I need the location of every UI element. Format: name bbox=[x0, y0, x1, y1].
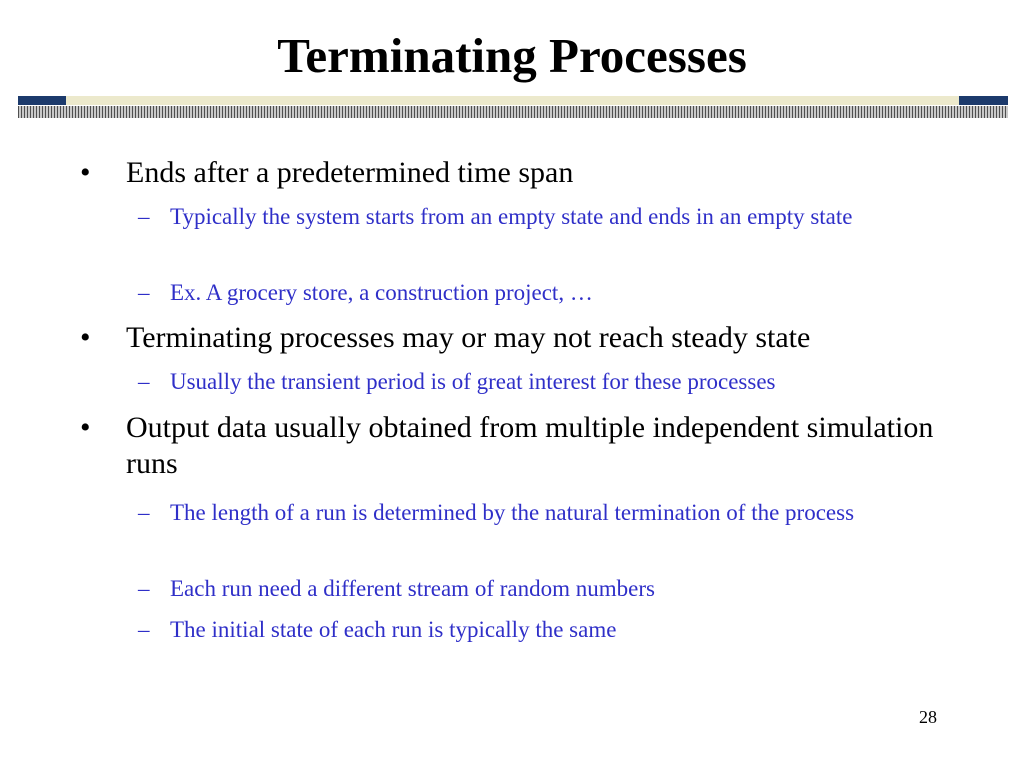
bullet-text: Ends after a predetermined time span bbox=[126, 156, 574, 189]
bullet-marker: • bbox=[80, 321, 91, 354]
sub-list-item bbox=[138, 365, 938, 399]
sub-list-item bbox=[138, 572, 938, 606]
sub-bullet-text: Ex. A grocery store, a construction project, … bbox=[170, 280, 593, 305]
sub-list-item bbox=[138, 200, 938, 234]
bullet-marker: • bbox=[80, 156, 91, 189]
bullet-text: Terminating processes may or may not reach steady state bbox=[126, 321, 811, 354]
sub-list-item bbox=[138, 496, 938, 530]
sub-bullet-text: Usually the transient period is of great interest for these processes bbox=[170, 369, 776, 394]
page-number: 28 bbox=[919, 707, 937, 727]
sub-bullet-text: The length of a run is determined by the natural termination of the process bbox=[170, 500, 855, 525]
sub-list-item bbox=[138, 276, 938, 310]
dash-marker: – bbox=[138, 617, 150, 642]
sub-list-item bbox=[138, 613, 938, 647]
list-item bbox=[80, 410, 940, 482]
dash-marker: – bbox=[138, 369, 150, 394]
dash-marker: – bbox=[138, 576, 150, 601]
bullet-text: Output data usually obtained from multiple independent simulation runs bbox=[126, 411, 934, 480]
dash-marker: – bbox=[138, 500, 150, 525]
list-item bbox=[80, 155, 940, 191]
list-item bbox=[80, 320, 940, 356]
sub-bullet-text: Each run need a different stream of random numbers bbox=[170, 576, 655, 601]
dash-marker: – bbox=[138, 204, 150, 229]
slide-title: Terminating Processes bbox=[277, 28, 747, 83]
sub-bullet-text: The initial state of each run is typically the same bbox=[170, 617, 617, 642]
bullet-marker: • bbox=[80, 411, 91, 444]
sub-bullet-text: Typically the system starts from an empty state and ends in an empty state bbox=[170, 204, 853, 229]
dash-marker: – bbox=[138, 280, 150, 305]
